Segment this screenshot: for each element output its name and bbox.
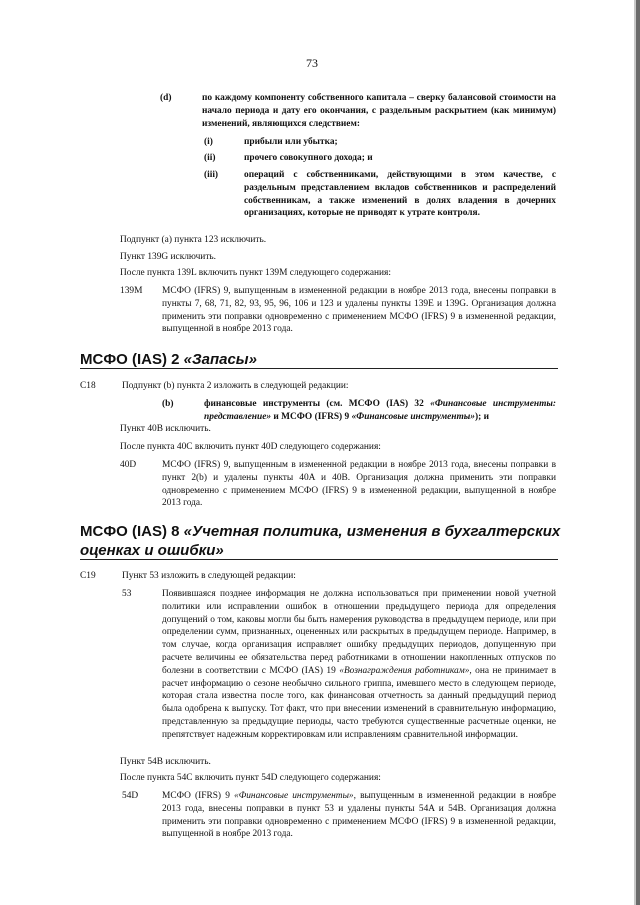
- item-d-text: по каждому компоненту собственного капитала – сверку балансовой стоимости на начало периода и дату его окончания, с раздельным раскрытием (как минимум) изменений, являющихся следствием:: [202, 93, 556, 129]
- para-53-text-2: «Вознаграждения работникам»: [339, 665, 470, 676]
- para-54d-text-1: МСФО (IFRS) 9: [162, 791, 235, 801]
- para-54d-text-2: «Финансовые инструменты»: [234, 791, 354, 801]
- c18-label: C18: [80, 381, 96, 391]
- heading-ias8-title-line1: «Учетная политика, изменения в бухгалтерских: [183, 523, 561, 540]
- page-number: 73: [306, 56, 318, 70]
- item-i-label: (i): [204, 137, 213, 147]
- item-b-text: [204, 398, 556, 424]
- instruction-123: Подпункт (a) пункта 123 исключить.: [120, 235, 267, 245]
- para-40d-label: 40D: [120, 460, 137, 470]
- para-139m-text: МСФО (IFRS) 9, выпущенным в измененной редакции в ноябре 2013 года, внесены поправки в пункты 7, 68, 71, 82, 93, 95, 96, 106 и 123 и удалены пункты 139E и 139G. Организация должна применить эти поправки одновременно с применением МСФО (IFRS) 9 в измененной редакции, выпущенной в ноябре 2013 года.: [162, 286, 556, 335]
- para-54d-text-3: , выпущенным в измененной редакции в ноябре 2013 года, внесены поправки в пункт 53 и удалены пункты 54A и 54B. Организация должна применить эти поправки одновременно с применением МСФО (IFRS) 9 в измененной редакции, выпущенной в ноябре 2013 года.: [162, 791, 556, 840]
- item-i-text: прибыли или убытка;: [244, 137, 338, 147]
- para-53-text-1: Появившаяся позднее информация не должна использоваться при применении новой учетной политики или исправлении ошибок в отношении предыдущего периода для определения допущений о том, каковы могли бы быть намерения руководства в предыдущем периоде, или при определении сумм, признанных, оцененных или раскрытых в предыдущем периоде. Например, в том случае, когда организация исправляет ошибку предыдущих периодов, допущенную при расчете величины ее обязательства перед работниками в отношении накопленных отпусков по болезни в соответствии с МСФО (IAS) 19: [162, 589, 556, 676]
- item-ii-text: прочего совокупного дохода; и: [244, 153, 373, 163]
- heading-ias2-prefix: МСФО (IAS) 2: [80, 351, 184, 368]
- item-iii-text: операций с собственниками, действующими в этом качестве, с раздельным представлением вкладов собственников и распределений собственникам, а также изменений в долях владения в дочерних организациях, которые не приводят к утрате контроля.: [244, 170, 556, 219]
- heading-ias2-title: «Запасы»: [183, 351, 257, 368]
- instruction-139m: После пункта 139L включить пункт 139M следующего содержания:: [120, 268, 391, 278]
- instruction-40b: Пункт 40B исключить.: [120, 424, 211, 434]
- instruction-54b: Пункт 54B исключить.: [120, 757, 211, 767]
- heading-ias8-prefix: МСФО (IAS) 8: [80, 523, 184, 540]
- heading-ias8-rule: [80, 559, 558, 560]
- instruction-139g: Пункт 139G исключить.: [120, 252, 217, 262]
- item-b-text-4: «Финансовые инструменты»: [351, 411, 475, 422]
- instruction-54d: После пункта 54C включить пункт 54D следующего содержания:: [120, 773, 381, 783]
- item-b-text-1: финансовые инструменты (см. МСФО (IAS) 32: [204, 399, 431, 409]
- para-40d-text: МСФО (IFRS) 9, выпущенным в измененной редакции в ноябре 2013 года, внесены поправки в пункт 2(b) и удалены пункты 40A и 40B. Организация должна применить эти поправки одновременно с применением МСФО (IFRS) 9 в измененной редакции, выпущенной в ноябре 2013 года.: [162, 460, 556, 509]
- para-54d-text: [162, 790, 556, 841]
- heading-ias8: [80, 522, 560, 560]
- c18-text: Подпункт (b) пункта 2 изложить в следующей редакции:: [122, 381, 349, 391]
- c19-text: Пункт 53 изложить в следующей редакции:: [122, 571, 296, 581]
- heading-ias2-rule: [80, 368, 558, 369]
- item-d-label: (d): [160, 93, 172, 103]
- item-b-text-5: ); и: [474, 411, 489, 422]
- scan-edge: [636, 0, 640, 905]
- instruction-40d: После пункта 40C включить пункт 40D следующего содержания:: [120, 442, 381, 452]
- item-ii-label: (ii): [204, 153, 216, 163]
- heading-ias8-title-line2: оценках и ошибки»: [80, 542, 224, 559]
- para-54d-label: 54D: [122, 791, 139, 801]
- para-139m-label: 139M: [120, 286, 143, 296]
- para-53-text-3: , она не принимает в расчет информацию о сезоне необычно сильного гриппа, имевшего место в следующем периоде, которая стала известна после того, как финансовая отчетность за данный предыдущий период была одобрена к выпуску. Тот факт, что при внесении изменений в сравнительную информацию, представленную за предыдущие периоды, часто требуются существенные расчетные оценки, не препятствует надежным корректировкам или исправлениям сравнительной информации.: [162, 665, 557, 740]
- item-b-text-2: «Финансовые инструменты: представление»: [204, 399, 556, 422]
- item-b-text-3: и МСФО (IFRS) 9: [271, 411, 352, 422]
- para-53-text: [162, 588, 556, 742]
- scan-edge-shadow: [634, 0, 636, 905]
- item-b-label: (b): [162, 399, 174, 409]
- heading-ias2: [80, 350, 257, 369]
- item-iii-label: (iii): [204, 170, 219, 180]
- para-53-label: 53: [122, 589, 132, 599]
- c19-label: C19: [80, 571, 96, 581]
